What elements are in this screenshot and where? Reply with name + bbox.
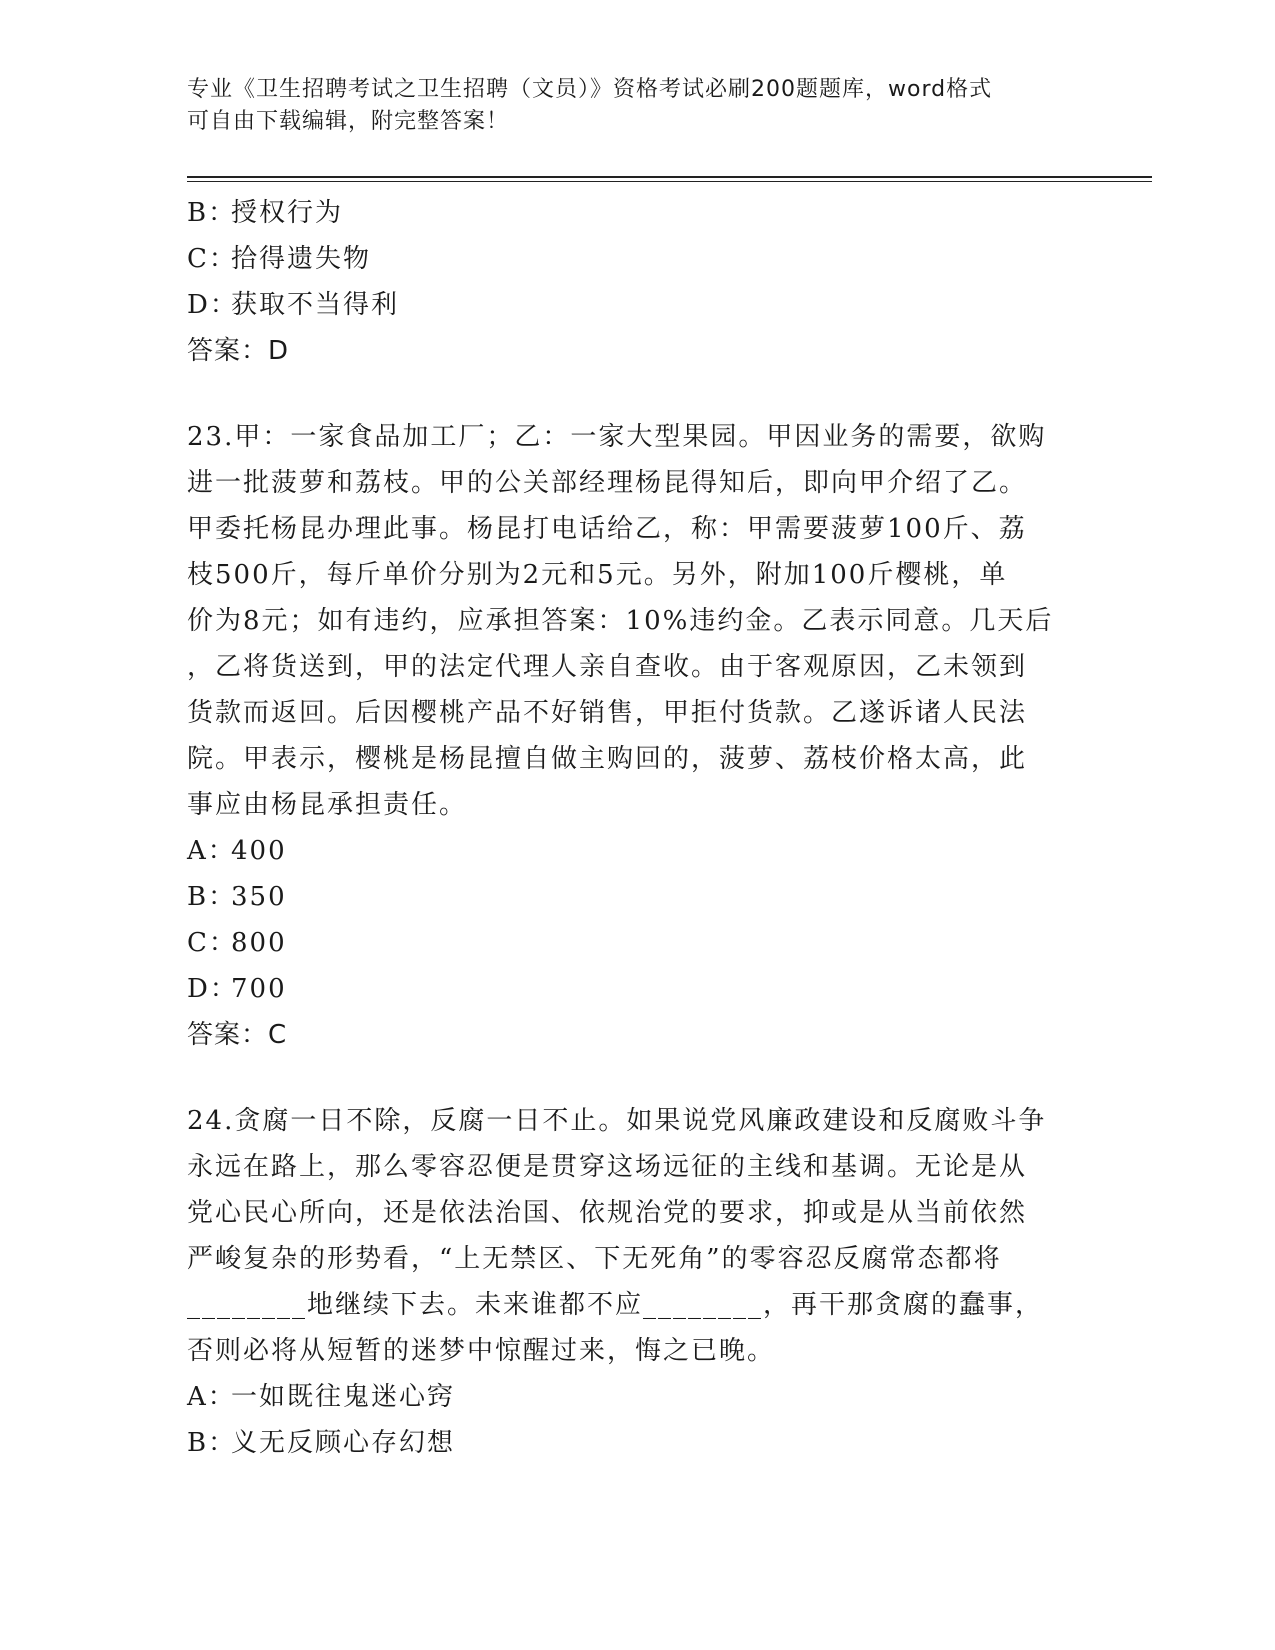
stem-line: ________地继续下去。未来谁都不应________，再干那贪腐的蠢事， [187, 1290, 1044, 1320]
option-text: 800 [231, 928, 287, 958]
stem-line: 甲委托杨昆办理此事。杨昆打电话给乙，称：甲需要菠萝100斤、荔 [187, 514, 1027, 544]
option-d [187, 282, 1067, 328]
option-key: B： [187, 882, 237, 912]
stem-line: 严峻复杂的形势看，“上无禁区、下无死角”的零容忍反腐常态都将 [187, 1244, 1002, 1274]
question-24 [187, 1098, 1067, 1466]
option-b [187, 1420, 1067, 1466]
header-divider-thin [187, 181, 1152, 182]
header-line-1: 专业《卫生招聘考试之卫生招聘（文员）》资格考试必刷200题题库，word格式 [187, 77, 993, 102]
option-b [187, 190, 1067, 236]
stem-line: 24.贪腐一日不除，反腐一日不止。如果说党风廉政建设和反腐败斗争 [187, 1106, 1047, 1136]
option-d [187, 966, 1067, 1012]
header-line-2: 可自由下载编辑，附完整答案！ [187, 109, 510, 134]
option-text: 授权行为 [231, 198, 344, 228]
answer-line: 答案：D [187, 336, 290, 366]
option-text: 义无反顾心存幻想 [231, 1428, 456, 1458]
stem-line: 货款而返回。后因樱桃产品不好销售，甲拒付货款。乙遂诉诸人民法 [187, 698, 1028, 728]
question-content [187, 190, 1067, 1466]
option-b [187, 874, 1067, 920]
stem-line: ，乙将货送到，甲的法定代理人亲自查收。由于客观原因，乙未领到 [187, 652, 1028, 682]
question-22 [187, 190, 1067, 374]
option-text: 400 [231, 836, 287, 866]
option-text: 350 [231, 882, 287, 912]
header-divider-thick [187, 176, 1152, 178]
stem-line: 否则必将从短暂的迷梦中惊醒过来，悔之已晚。 [187, 1336, 776, 1366]
option-key: A： [187, 1382, 236, 1412]
option-text: 700 [231, 974, 287, 1004]
stem-line: 价为8元；如有违约，应承担答案：10%违约金。乙表示同意。几天后 [187, 606, 1054, 636]
option-a [187, 1374, 1067, 1420]
stem-line: 23.甲：一家食品加工厂；乙：一家大型果园。甲因业务的需要，欲购 [187, 422, 1047, 452]
stem-line: 枝500斤，每斤单价分别为2元和5元。另外，附加100斤樱桃，单 [187, 560, 1008, 590]
answer-line: 答案：C [187, 1020, 288, 1050]
option-text: 获取不当得利 [231, 290, 400, 320]
stem-line: 永远在路上，那么零容忍便是贯穿这场远征的主线和基调。无论是从 [187, 1152, 1028, 1182]
option-key: C： [187, 244, 237, 274]
option-key: C： [187, 928, 237, 958]
option-key: D： [187, 974, 238, 1004]
option-key: B： [187, 198, 237, 228]
option-c [187, 236, 1067, 282]
option-key: B： [187, 1428, 237, 1458]
question-23 [187, 414, 1067, 1058]
option-key: D： [187, 290, 238, 320]
option-text: 一如既往鬼迷心窍 [231, 1382, 456, 1412]
document-header [187, 74, 1067, 138]
option-text: 拾得遗失物 [231, 244, 372, 274]
stem-line: 进一批菠萝和荔枝。甲的公关部经理杨昆得知后，即向甲介绍了乙。 [187, 468, 1028, 498]
option-a [187, 828, 1067, 874]
stem-line: 院。甲表示，樱桃是杨昆擅自做主购回的，菠萝、荔枝价格太高，此 [187, 744, 1028, 774]
option-key: A： [187, 836, 236, 866]
option-c [187, 920, 1067, 966]
stem-line: 事应由杨昆承担责任。 [187, 790, 468, 820]
stem-line: 党心民心所向，还是依法治国、依规治党的要求，抑或是从当前依然 [187, 1198, 1028, 1228]
